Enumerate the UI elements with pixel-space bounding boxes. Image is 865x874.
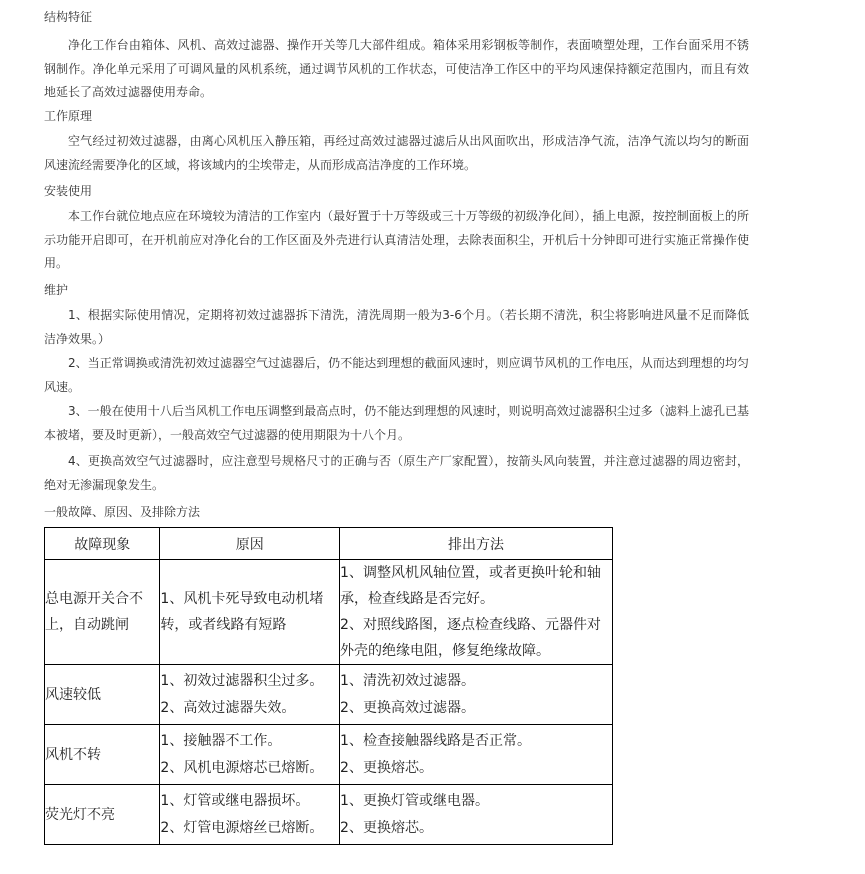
symptom-cell: 风速较低 [45,665,160,725]
maintain-item-2: 2、当正常调换或清洗初效过滤器空气过滤器后，仍不能达到理想的截面风速时，则应调节风机的工作电压，从而达到理想的均匀风速。 [44,356,749,394]
symptom-cell: 总电源开关合不上，自动跳闸 [45,560,160,665]
cause-line: 1、接触器不工作。 [160,732,282,749]
column-header-fix: 排出方法 [340,528,613,560]
install-paragraph: 本工作台就位地点应在环境较为清洁的工作室内（最好置于十万等级或三十万等级的初级净化间），插上电源，按控制面板上的所示功能开启即可，在开机前应对净化台的工作区面及外壳进行认真清洁处理，去除表面积尘，开机后十分钟即可进行实施正常操作使用。 [44,209,749,270]
cause-line: 1、初效过滤器积尘过多。 [160,672,324,689]
faults-heading: 一般故障、原因、及排除方法 [44,505,201,519]
maintain-item-4: 4、更换高效空气过滤器时，应注意型号规格尺寸的正确与否（原生产厂家配置），按箭头风向装置，并注意过滤器的周边密封，绝对无渗漏现象发生。 [44,454,749,492]
cause-line: 2、风机电源熔芯已熔断。 [160,759,324,776]
table-row [45,560,613,665]
fix-line: 2、更换高效过滤器。 [340,699,475,716]
maintain-item-3: 3、一般在使用十八后当风机工作电压调整到最高点时，仍不能达到理想的风速时，则说明高效过滤器积尘过多（滤料上滤孔已基本被堵，要及时更新），一般高效空气过滤器的使用期限为十八个月。 [44,404,749,442]
table-row [45,725,613,785]
fix-cell [340,785,613,845]
maintain-heading: 维护 [44,283,69,297]
cause-cell [160,785,340,845]
cause-cell: 1、风机卡死导致电动机堵转，或者线路有短路 [160,560,340,665]
structure-paragraph: 净化工作台由箱体、风机、高效过滤器、操作开关等几大部件组成。箱体采用彩钢板等制作，表面喷塑处理，工作台面采用不锈钢制作。净化单元采用了可调风量的风机系统，通过调节风机的工作状态，可使洁净工作区中的平均风速保持额定范围内，而且有效地延长了高效过滤器使用寿命。 [44,38,749,99]
fix-line: 1、检查接触器线路是否正常。 [340,732,531,749]
install-heading: 安装使用 [44,184,93,198]
cause-line: 2、灯管电源熔丝已熔断。 [160,819,324,836]
column-header-cause: 原因 [160,528,340,560]
fix-cell [340,725,613,785]
structure-heading: 结构特征 [44,10,93,24]
fault-table [44,527,613,845]
table-row [45,665,613,725]
cause-cell [160,665,340,725]
fix-line: 1、调整风机风轴位置，或者更换叶轮和轴承，检查线路是否完好。 [340,565,601,607]
cause-line: 2、高效过滤器失效。 [160,699,296,716]
fix-line: 1、更换灯管或继电器。 [340,792,489,809]
maintain-item-1: 1、根据实际使用情况，定期将初效过滤器拆下清洗，清洗周期一般为3-6个月。（若长期不清洗，积尘将影响进风量不足而降低洁净效果。） [44,308,749,346]
principle-heading: 工作原理 [44,109,93,123]
fix-line: 1、清洗初效过滤器。 [340,672,475,689]
cause-cell [160,725,340,785]
fix-cell [340,665,613,725]
fix-cell [340,560,613,665]
fix-line: 2、更换熔芯。 [340,819,433,836]
table-header-row [45,528,613,560]
principle-paragraph: 空气经过初效过滤器，由离心风机压入静压箱，再经过高效过滤器过滤后从出风面吹出，形成洁净气流，洁净气流以均匀的断面风速流经需要净化的区域，将该域内的尘埃带走，从而形成高洁净度的工作环境。 [44,134,749,172]
cause-line: 1、灯管或继电器损坏。 [160,792,310,809]
symptom-cell: 风机不转 [45,725,160,785]
symptom-cell: 荧光灯不亮 [45,785,160,845]
fix-line: 2、更换熔芯。 [340,759,433,776]
fix-line: 2、对照线路图，逐点检查线路、元器件对外壳的绝缘电阻，修复绝缘故障。 [340,617,601,659]
column-header-symptom: 故障现象 [45,528,160,560]
table-row [45,785,613,845]
